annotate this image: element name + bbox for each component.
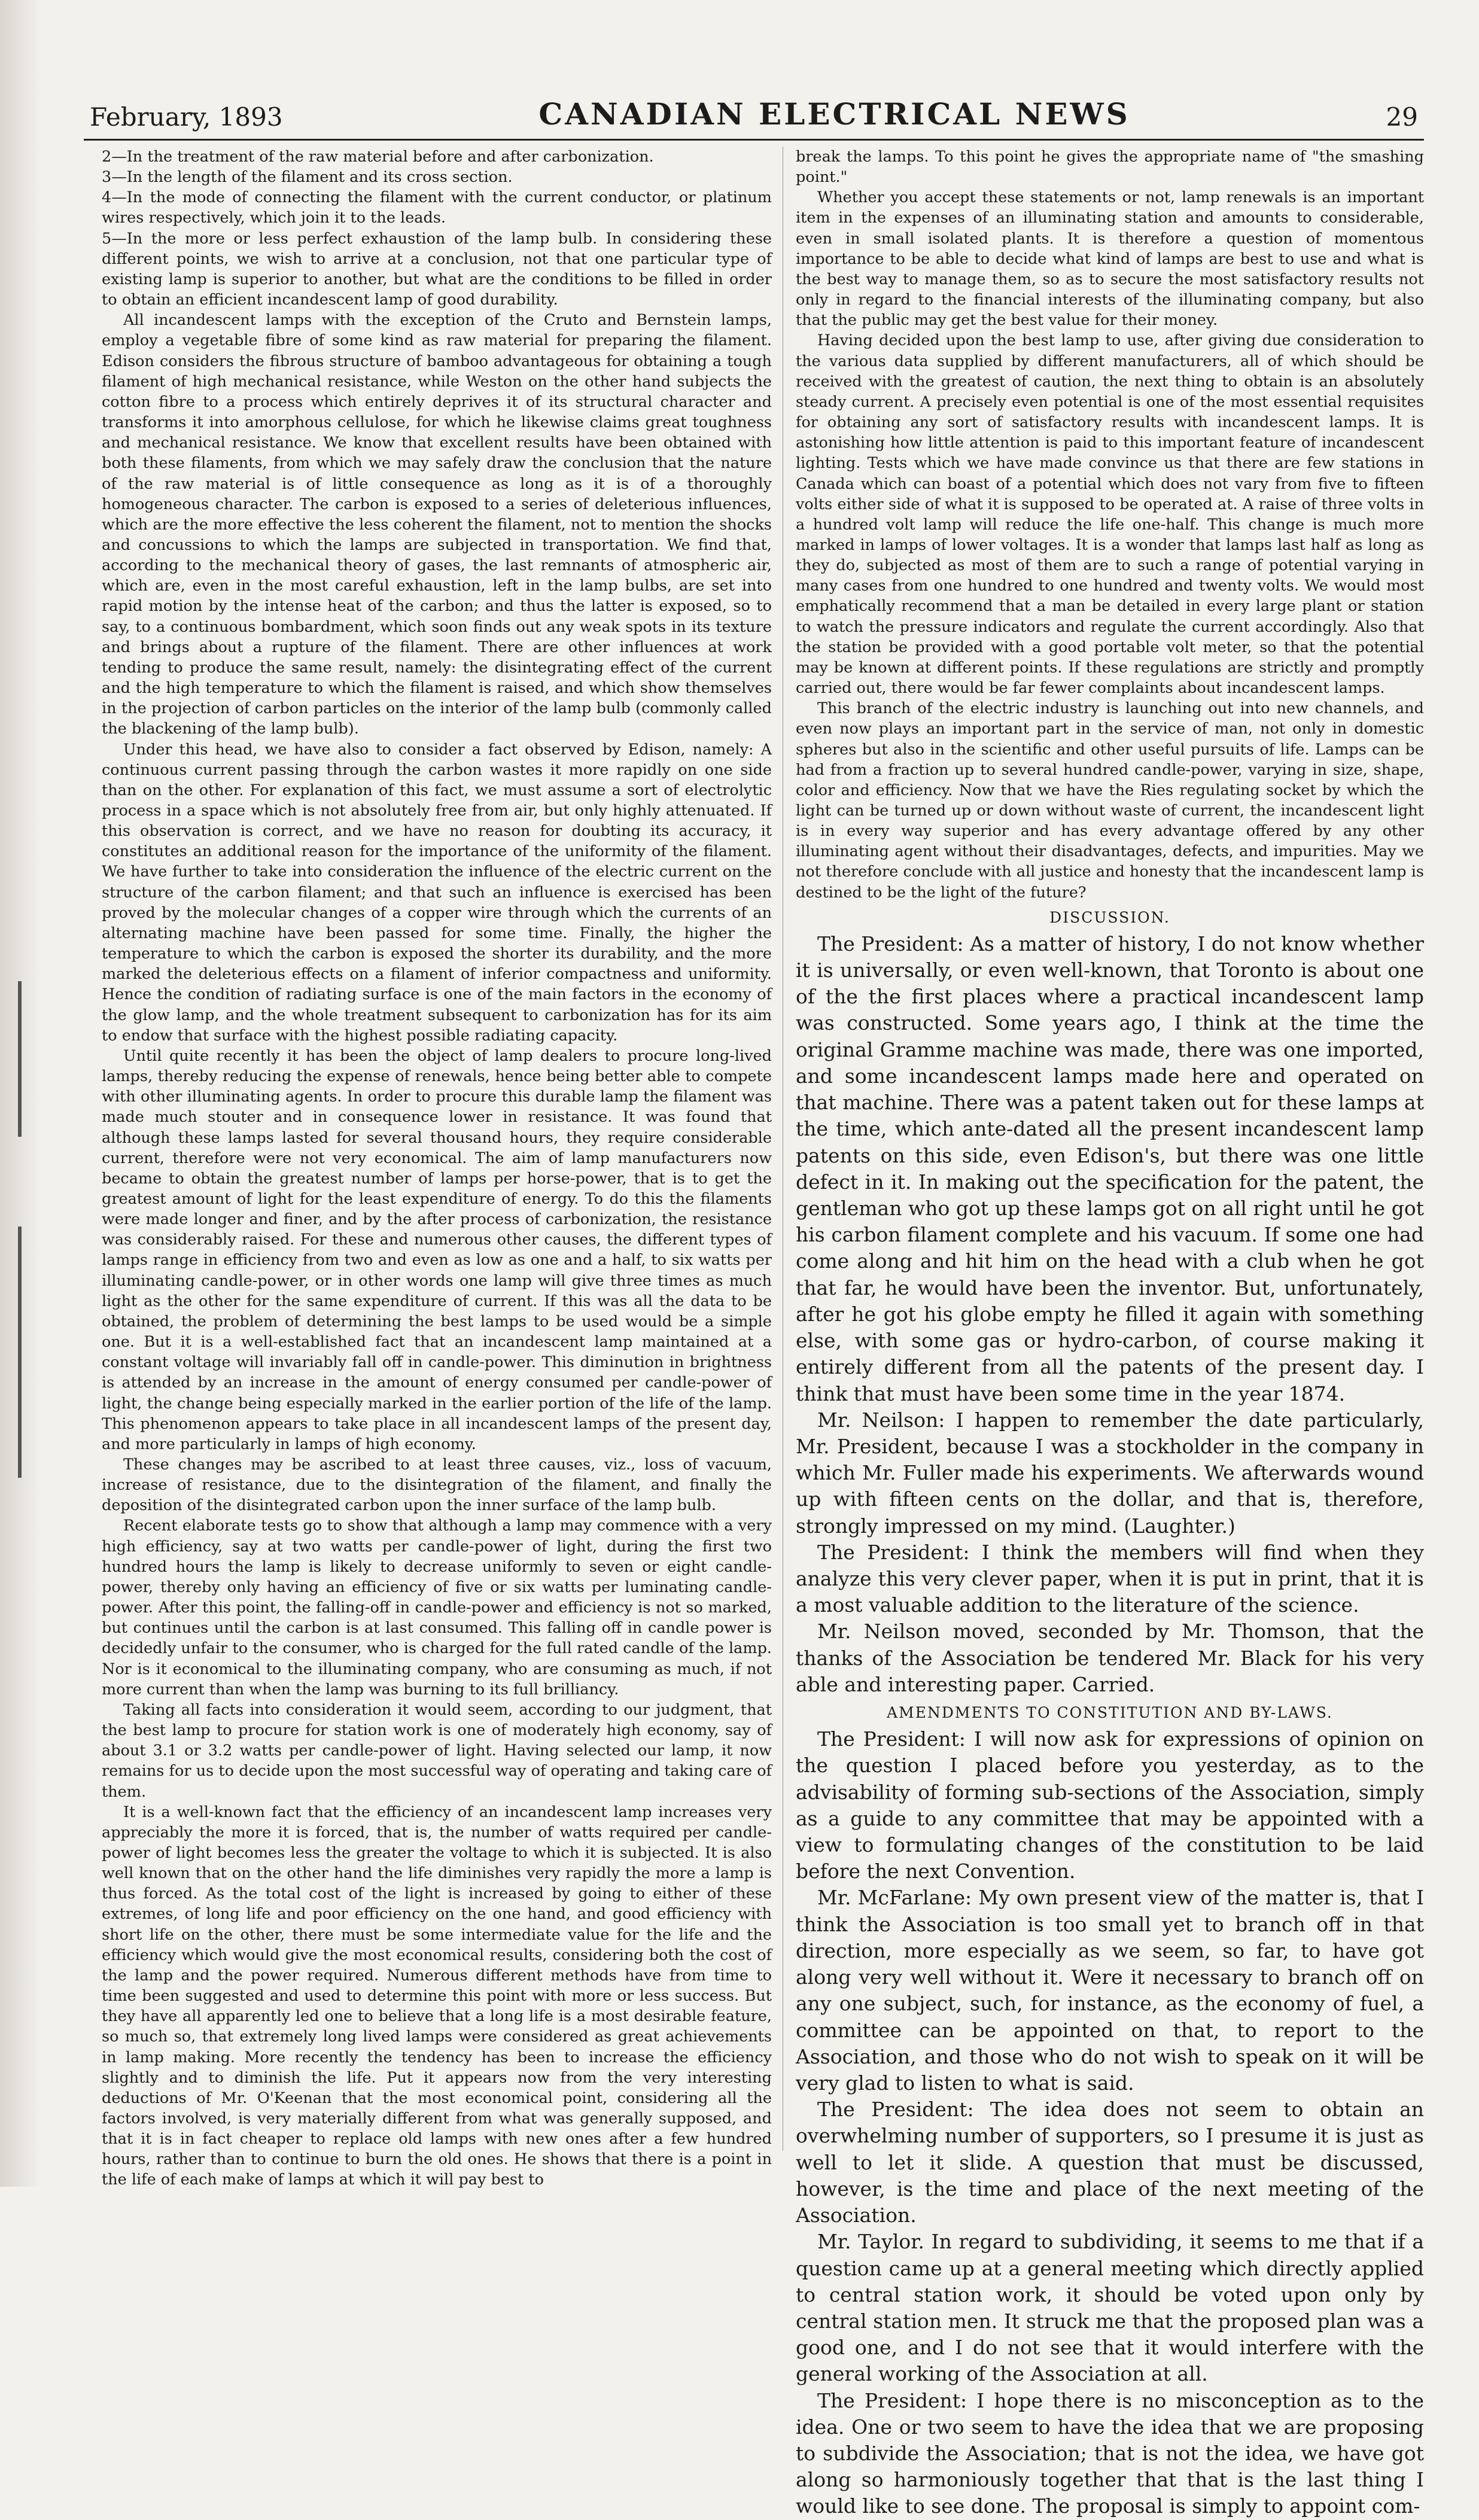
paragraph: The President: I will now ask for expressions of opinion on the question I placed before you yesterday, as to the advisability of forming sub-sections of the Association, simply as a guide to any committee that may be appointed with a view to formulating changes of the constitution to be laid before the next Convention. <box>796 1727 1424 1883</box>
paragraph: Taking all facts into consideration it would seem, according to our judgment, that the best lamp to procure for station work is one of moderately high economy, say of about 3.1 or 3.2 watts per candle-power of light. Having selected our lamp, it now remains for us to decide upon the most successful way of operating and taking care of them. <box>102 1700 772 1801</box>
paragraph: Mr. Taylor. In regard to subdividing, it seems to me that if a question came up at a general meeting which directly applied to central station work, it should be voted upon only by central station men. It struck me that the proposed plan was a good one, and I do not see that it would interfere with the general working of the Association at all. <box>796 2230 1424 2386</box>
paragraph: Whether you accept these statements or not, lamp renewals is an important item in the expenses of an illuminating station and amounts to considerable, even in small isolated plants. It is therefore a question of momentous importance to be able to decide what kind of lamps are best to use and what is the best way to manage them, so as to secure the most satisfactory results not only in regard to the financial interests of the illuminating company, but also that the public may get the best value for their money. <box>796 188 1424 330</box>
paragraph: Recent elaborate tests go to show that although a lamp may commence with a very high efficiency, say at two watts per candle-power of light, during the first two hundred hours the lamp is likely to decrease uniformly to seven or eight candle-power, thereby only having an efficiency of five or six watts per luminating candle-power. After this point, the falling-off in candle-power and efficiency is not so marked, but continues until the carbon is at last consumed. This falling off in candle power is decidedly unfair to the consumer, who is charged for the full rated candle of the lamp. Nor is it economical to the illuminating company, who are consuming as much, if not more current than when the lamp was burning to its full brilliancy. <box>102 1517 772 1699</box>
paragraph: The President: The idea does not seem to obtain an overwhelming number of supporters, so I presume it is just as well to let it slide. A question that must be discussed, however, is the time and place of the next meeting of the Association. <box>796 2098 1424 2227</box>
masthead <box>90 90 1418 132</box>
publication-title: CANADIAN ELECTRICAL NEWS <box>538 96 1130 132</box>
binding-mark <box>18 981 22 1137</box>
paragraph: Mr. McFarlane: My own present view of the matter is, that I think the Association is too small yet to branch off in that direction, more especially as we seem, so far, to have got along very well without it. Were it necessary to branch off on any one subject, such, for instance, as the economy of fuel, a committee can be appointed on that, to report to the Association, and those who do not wish to speak on it will be very glad to listen to what is said. <box>796 1886 1424 2095</box>
amendments-section <box>796 1726 1424 2520</box>
paragraph: Having decided upon the best lamp to use, after giving due consideration to the various data supplied by different manufacturers, all of which should be received with the greatest of caution, the next thing to obtain is an absolutely steady current. A precisely even potential is one of the most essential requisites for obtaining any sort of satisfactory results with incandescent lamps. It is astonishing how little attention is paid to this important feature of incandescent lighting. Tests which we have made convince us that there are few stations in Canada which can boast of a potential which does not vary from five to fifteen volts either side of what it is supposed to be operated at. A raise of three volts in a hundred volt lamp will reduce the life one-half. This change is much more marked in lamps of lower voltages. It is a wonder that lamps last half as long as they do, subjected as most of them are to such a range of potential varying in many cases from one hundred to one hundred and twenty volts. We would most emphatically recommend that a man be detailed in every large plant or station to watch the pressure indicators and regulate the current accordingly. Also that the station be provided with a good portable volt meter, so that the potential may be known at different points. If these regulations are strictly and promptly carried out, there would be far fewer complaints about incandescent lamps. <box>796 331 1424 698</box>
paragraph: Mr. Neilson: I happen to remember the date particularly, Mr. President, because I was a stockholder in the company in which Mr. Fuller made his experiments. We afterwards wound up with fifteen cents on the dollar, and that is, therefore, strongly impressed on my mind. (Laughter.) <box>796 1408 1424 1538</box>
section-heading-discussion: DISCUSSION. <box>1049 908 1170 926</box>
paragraph: Until quite recently it has been the object of lamp dealers to procure long-lived lamps, thereby reducing the expense of renewals, hence being better able to compete with other illuminating agents. In order to procure this durable lamp the filament was made much stouter and in consequence lower in resistance. It was found that although these lamps lasted for several thousand hours, they require considerable current, therefore were not very economical. The aim of lamp manufacturers now became to obtain the greatest number of lamps per horse-power, that is to get the greatest amount of light for the least expenditure of energy. To do this the filaments were made longer and finer, and by the after process of carbonization, the resistance was considerably raised. For these and numerous other causes, the different types of lamps range in efficiency from two and even as low as one and a half, to six watts per illuminating candle-power, or in other words one lamp will give three times as much light as the other for the same expenditure of current. If this was all the data to be obtained, the problem of determining the best lamps to be used would be a simple one. But it is a well-established fact that an incandescent lamp maintained at a constant voltage will invariably fall off in candle-power. This diminution in brightness is attended by an increase in the amount of energy consumed per candle-power of light, the change being especially marked in the earlier portion of the life of the lamp. This phenomenon appears to take place in all incandescent lamps of the present day, and more particularly in lamps of high economy. <box>102 1046 772 1453</box>
paragraph: 2—In the treatment of the raw material before and after carbonization. <box>102 148 654 166</box>
paragraph: It is a well-known fact that the efficiency of an incandescent lamp increases very appreciably the more it is forced, that is, the number of watts required per candle-power of light becomes less the greater the voltage to which it is subjected. It is also well known that on the other hand the life diminishes very rapidly the more a lamp is thus forced. As the total cost of the light is increased by going to either of these extremes, of long life and poor efficiency on the one hand, and good efficiency with short life on the other, there must be some intermediate value for the life and the efficiency which would give the most economical results, considering both the cost of the lamp and the power required. Numerous different methods have from time to time been suggested and used to determine this point with more or less success. But they have all apparently led one to believe that a long life is a most desirable feature, so much so, that extremely long lived lamps were considered as great achievements in lamp making. More recently the tendency has been to increase the efficiency slightly and to diminish the life. Put it appears now from the very interesting deductions of Mr. O'Keenan that the most economical point, considering all the factors involved, is very materially different from what was generally supposed, and that it is in fact cheaper to replace old lamps with new ones after a few hundred hours, rather than to continue to burn the old ones. He shows that there is a point in the life of each make of lamps at which it will pay best to <box>102 1803 772 2189</box>
paragraph: break the lamps. To this point he gives the appropriate name of "the smashing point." <box>796 148 1424 187</box>
paragraph: 5—In the more or less perfect exhaustion of the lamp bulb. In considering these different points, we wish to arrive at a conclusion, not that one particular type of existing lamp is superior to another, but what are the conditions to be filled in order to obtain an efficient incandescent lamp of good durability. <box>102 229 772 309</box>
section-heading-amendments: AMENDMENTS TO CONSTITUTION AND BY-LAWS. <box>887 1704 1333 1722</box>
paragraph: All incandescent lamps with the exception of the Cruto and Bernstein lamps, employ a vegetable fibre of some kind as raw material for preparing the filament. Edison considers the fibrous structure of bamboo advantageous for obtaining a tough filament of high mechanical resistance, while Weston on the other hand subjects the cotton fibre to a process which entirely deprives it of its structural character and transforms it into amorphous cellulose, for which he likewise claims great toughness and mechanical resistance. We know that excellent results have been obtained with both these filaments, from which we may safely draw the conclusion that the nature of the raw material is of little consequence as long as it is of a thoroughly homogeneous character. The carbon is exposed to a series of deleterious influences, which are the more effective the less coherent the filament, not to mention the shocks and concussions to which the lamps are subjected in transportation. We find that, according to the mechanical theory of gases, the last remnants of atmospheric air, which are, even in the most careful exhaustion, left in the lamp bulbs, are set into rapid motion by the intense heat of the carbon; and thus the latter is exposed, so to say, to a continuous bombardment, which soon finds out any weak spots in its texture and brings about a rupture of the filament. There are other influences at work tending to produce the same result, namely: the disintegrating effect of the current and the high temperature to which the filament is raised, and which show themselves in the projection of carbon particles on the interior of the lamp bulb (commonly called the blackening of the lamp bulb). <box>102 311 772 738</box>
paragraph: 4—In the mode of connecting the filament with the current conductor, or platinum wires respectively, which join it to the leads. <box>102 188 772 227</box>
header-rule <box>84 139 1424 141</box>
paragraph: Mr. Neilson moved, seconded by Mr. Thomson, that the thanks of the Association be tendered Mr. Black for his very able and interesting paper. Carried. <box>796 1620 1424 1696</box>
paragraph: These changes may be ascribed to at least three causes, viz., loss of vacuum, increase of resistance, due to the disintegration of the filament, and finally the deposition of the disintegrated carbon upon the inner surface of the lamp bulb. <box>102 1456 772 1515</box>
issue-date: February, 1893 <box>90 102 283 132</box>
page-number: 29 <box>1386 102 1418 132</box>
paragraph: The President: As a matter of history, I do not know whether it is universally, or even well-known, that Toronto is about one of the the first places where a practical incandescent lamp was constructed. Some years ago, I think at the time the original Gramme machine was made, there was one imported, and some incandescent lamps made here and operated on that machine. There was a patent taken out for these lamps at the time, which ante-dated all the present incandescent lamp patents on this side, even Edison's, but there was one little defect in it. In making out the specification for the patent, the gentleman who got up these lamps got on all right until he got his carbon filament complete and his vacuum. If some one had come along and hit him on the head with a club when he got that far, he would have been the inventor. But, unfortunately, after he got his globe empty he filled it again with something else, with some gas or hydro-carbon, of course making it entirely different from all the patents of the present day. I think that must have been some time in the year 1874. <box>796 932 1424 1405</box>
discussion-section <box>796 931 1424 1698</box>
paragraph: Under this head, we have also to consider a fact observed by Edison, namely: A continuous current passing through the carbon wastes it more rapidly on one side than on the other. For explanation of this fact, we must assume a sort of electrolytic process in a space which is not absolutely free from air, but only highly attenuated. If this observation is correct, and we have no reason for doubting its accuracy, it constitutes an additional reason for the importance of the uniformity of the filament. We have further to take into consideration the influence of the electric current on the structure of the carbon filament; and that such an influence is exercised has been proved by the molecular changes of a copper wire through which the currents of an alternating machine have been passed for some time. Finally, the higher the temperature to which the carbon is exposed the shorter its durability, and the more marked the deleterious effects on a filament of inferior compactness and uniformity. Hence the condition of radiating surface is one of the main factors in the economy of the glow lamp, and the whole treatment subsequent to carbonization has for its aim to endow that surface with the highest possible radiating capacity. <box>102 740 772 1045</box>
binding-mark <box>18 1226 22 1478</box>
paragraph: This branch of the electric industry is launching out into new channels, and even now plays an important part in the service of man, not only in domestic spheres but also in the scientific and other useful pursuits of life. Lamps can be had from a fraction up to several hundred candle-power, varying in size, shape, color and efficiency. Now that we have the Ries regulating socket by which the light can be turned up or down without waste of current, the incandescent light is in every way superior and has every advantage offered by any other illuminating agent without their disadvantages, defects, and impurities. May we not therefore conclude with all justice and honesty that the incandescent lamp is destined to be the light of the future? <box>796 699 1424 902</box>
paragraph: 3—In the length of the filament and its cross section. <box>102 168 513 187</box>
paragraph: The President: I hope there is no misconception as to the idea. One or two seem to have the idea that we are proposing to subdivide the Association; that is not the idea, we have got along so harmoniously together that that is the last thing I would like to see done. The proposal is simply to appoint com- <box>796 2388 1424 2518</box>
article-continuation <box>796 147 1424 903</box>
paragraph: The President: I think the members will find when they analyze this very clever paper, when it is put in print, that it is a most valuable addition to the literature of the science. <box>796 1540 1424 1617</box>
left-column <box>102 147 772 2190</box>
right-column <box>796 147 1424 2520</box>
